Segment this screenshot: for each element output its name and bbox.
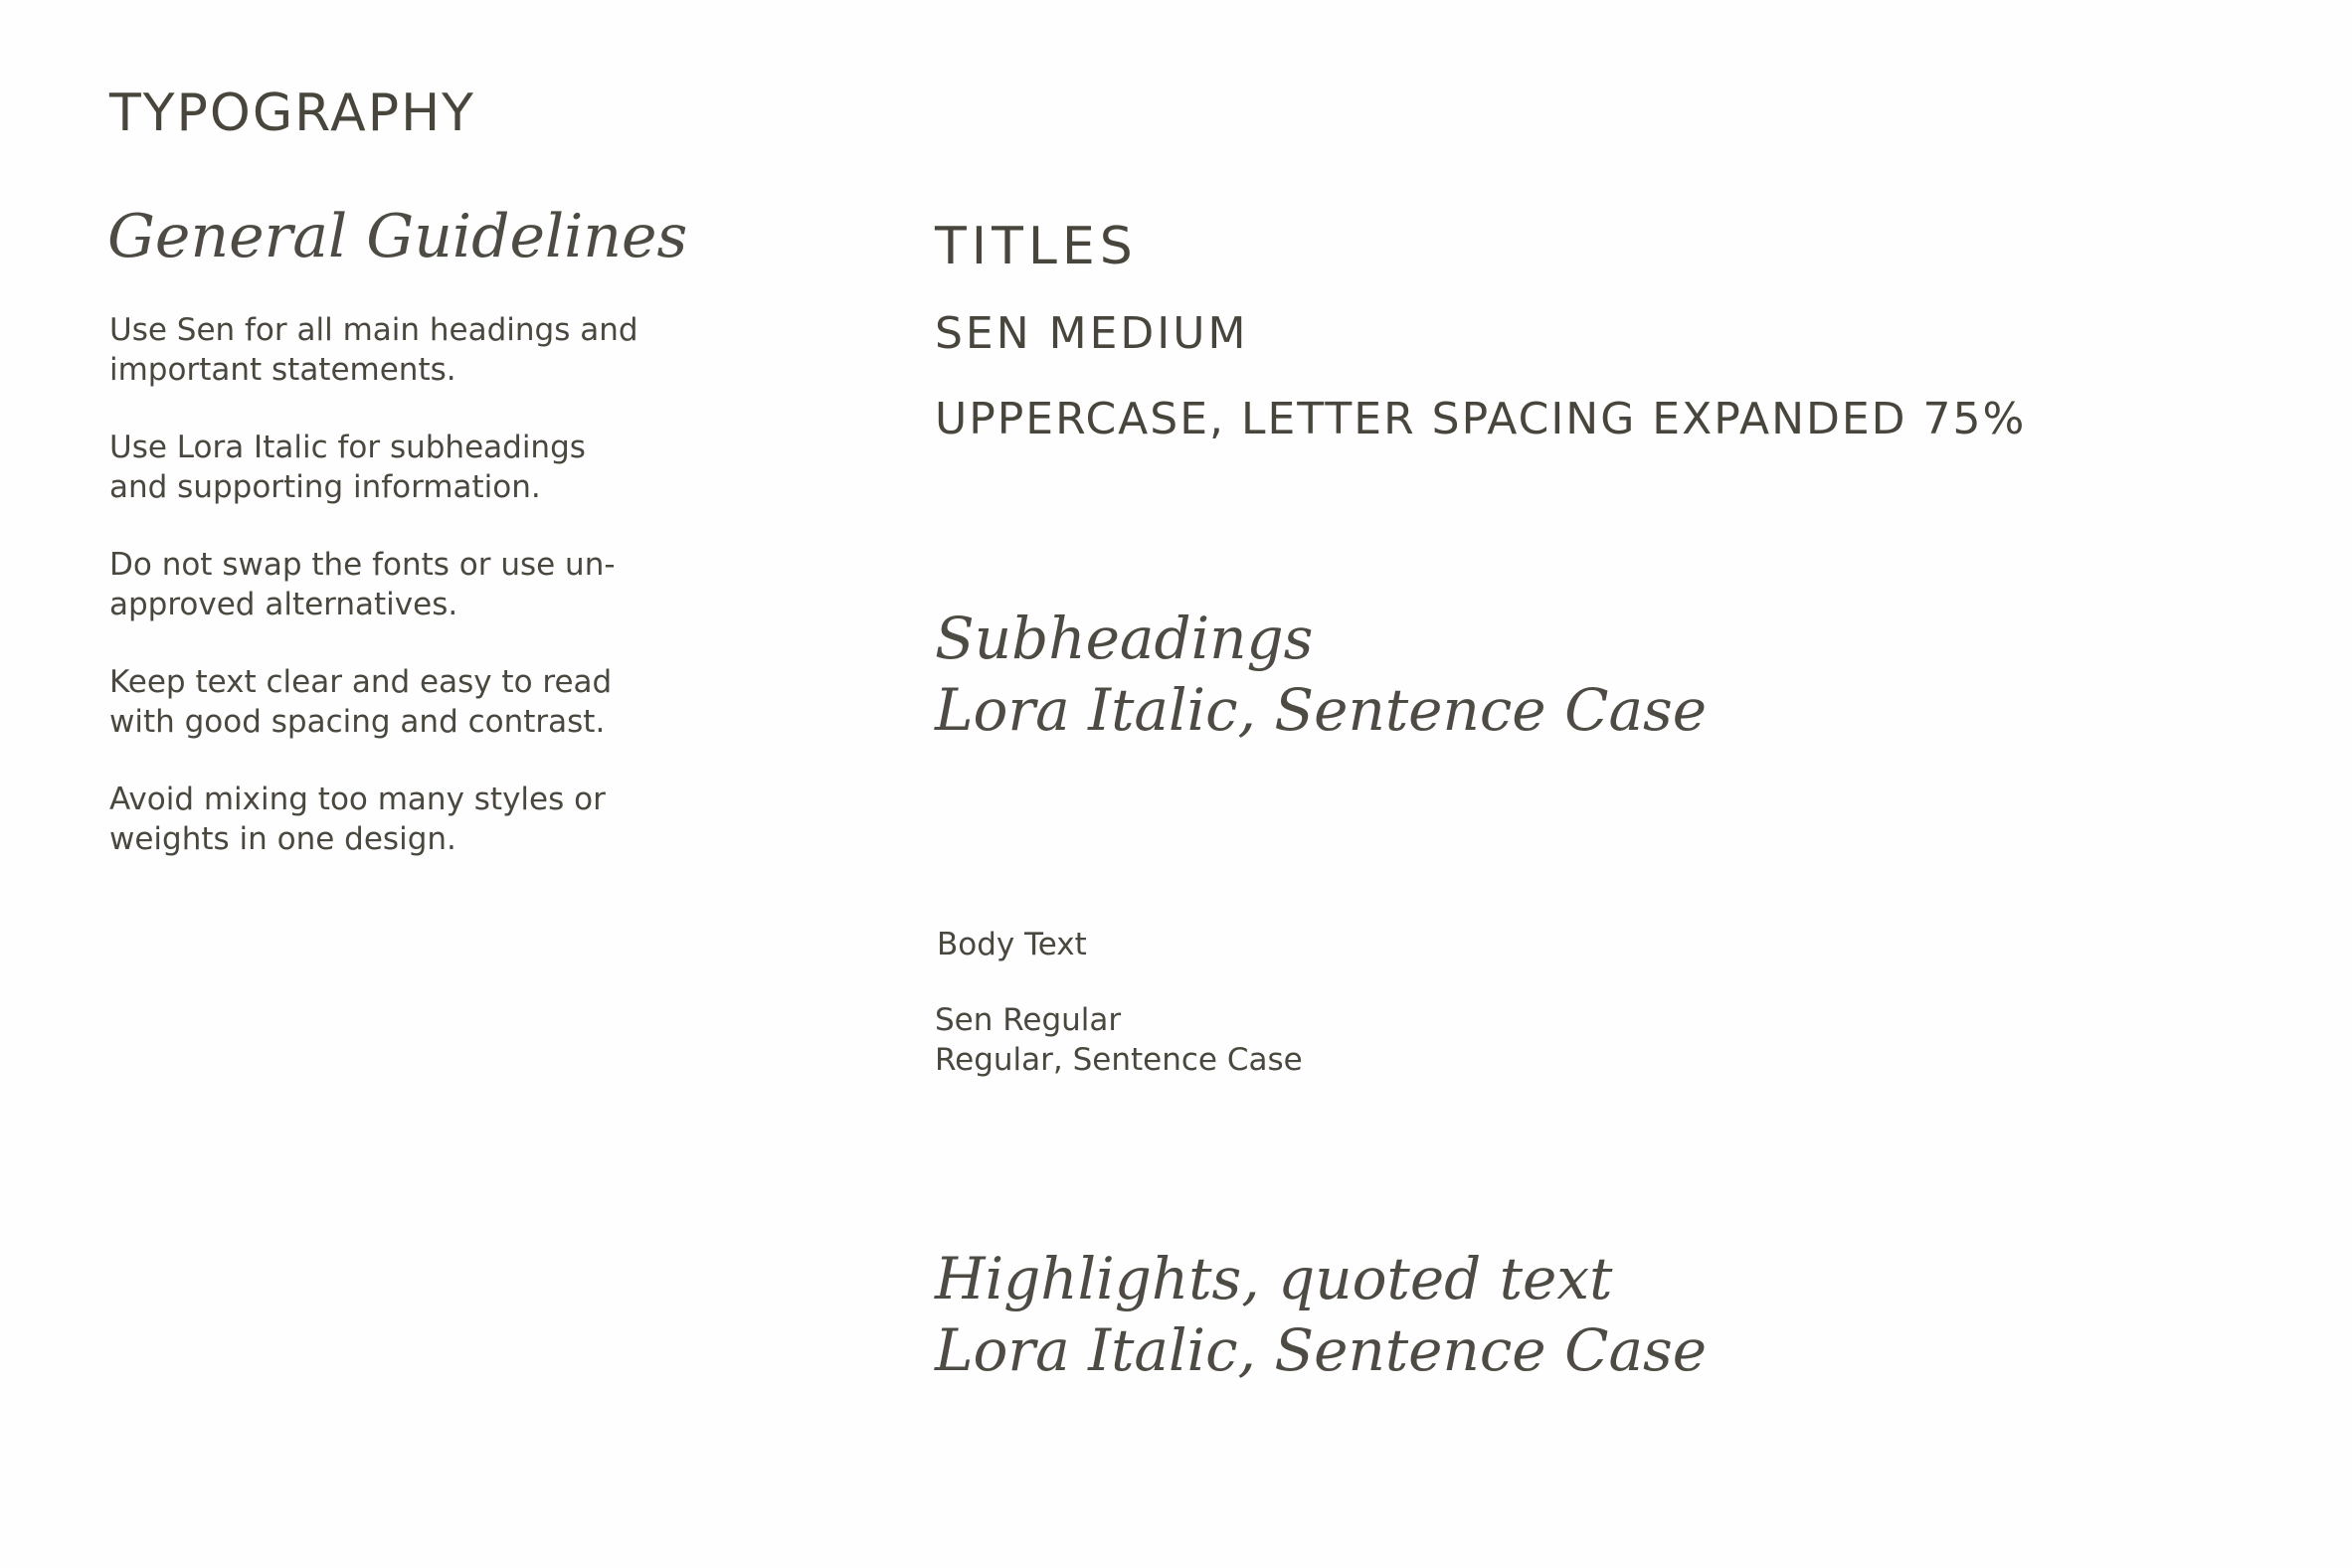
page-title: TYPOGRAPHY [109, 84, 475, 143]
guidelines-heading: General Guidelines [107, 202, 688, 271]
guideline-item: Use Sen for all main headings and important statements. [109, 312, 638, 388]
highlights-font-name: Lora Italic, Sentence Case [935, 1316, 1708, 1384]
titles-label: TITLES [935, 217, 1138, 276]
guideline-item: Use Lora Italic for subheadings and supporting information. [109, 430, 586, 505]
highlights-label: Highlights, quoted text [935, 1245, 1613, 1312]
titles-font-name: SEN MEDIUM [935, 308, 1249, 359]
subheadings-label: Subheadings [935, 605, 1314, 672]
highlights-specimen [935, 1243, 1707, 1386]
body-text-font-name: Sen Regular [935, 1002, 1122, 1038]
titles-style-rule: UPPERCASE, LETTER SPACING EXPANDED 75% [935, 394, 2027, 444]
body-text-label: Body Text [937, 927, 1087, 962]
subheadings-specimen [935, 603, 1707, 746]
guideline-item: Keep text clear and easy to read with good spacing and contrast. [109, 664, 613, 740]
body-text-style: Regular, Sentence Case [935, 1042, 1303, 1078]
guideline-item: Do not swap the fonts or use un- approved alternatives. [109, 547, 616, 622]
guideline-item: Avoid mixing too many styles or weights in one design. [109, 782, 606, 857]
body-text-specimen [935, 1000, 1303, 1080]
subheadings-font-name: Lora Italic, Sentence Case [935, 676, 1708, 744]
general-guidelines-section [109, 197, 726, 897]
